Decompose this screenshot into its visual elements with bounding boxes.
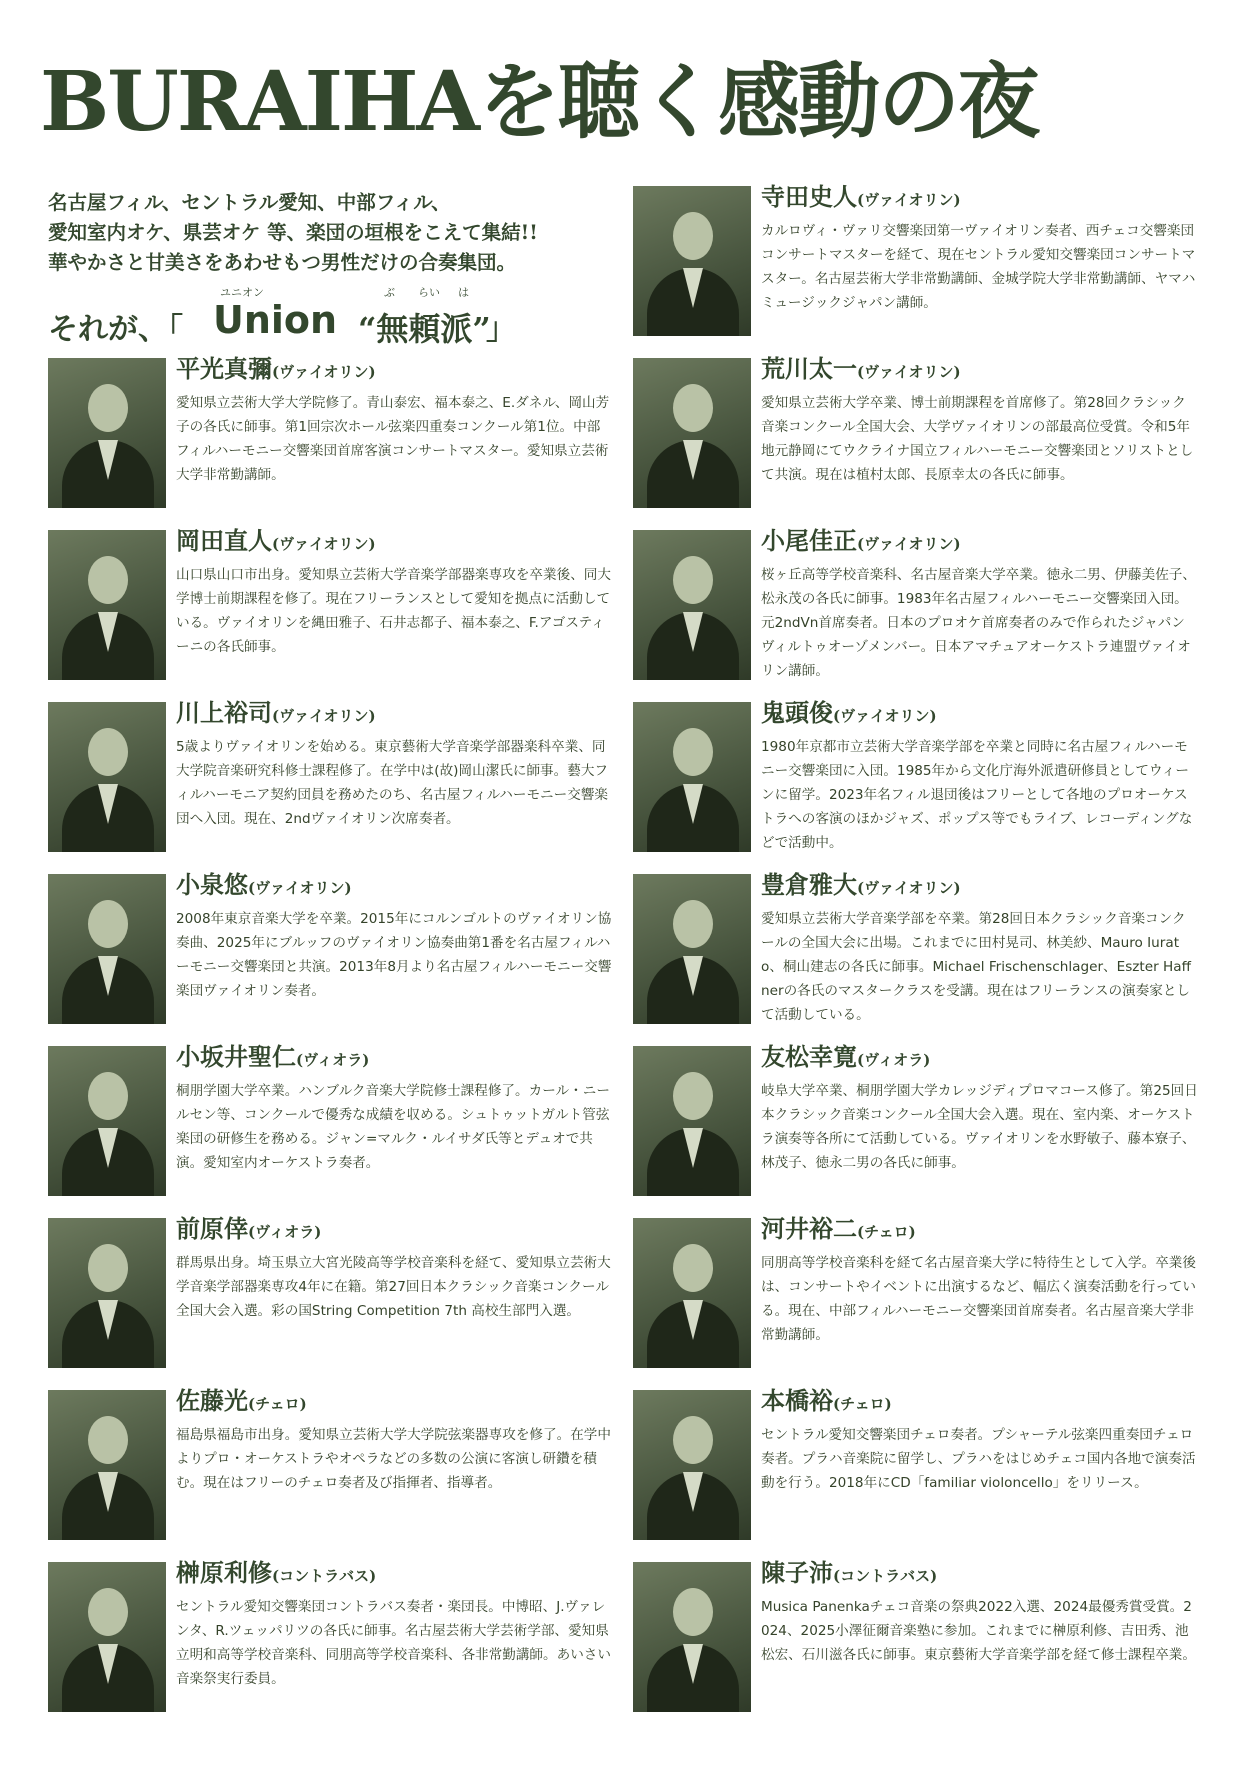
member-card [48, 526, 613, 695]
member-role: (ヴィオラ) [857, 1051, 931, 1069]
member-role: (コントラバス) [833, 1567, 938, 1585]
member-bio: 群馬県出身。埼玉県立大宮光陵高等学校音楽科を経て、愛知県立芸術大学音楽学部器楽専攻4年に在籍。第27回日本クラシック音楽コンクール全国大会入選。彩の国String Competition 7th 高校生部門入選。 [176, 1255, 611, 1319]
member-card [633, 182, 1198, 351]
member-card [633, 870, 1198, 1039]
member-name: 寺田史人 [761, 182, 857, 211]
member-bio: セントラル愛知交響楽団コントラバス奏者・楽団長。中博昭、J.ヴァレンタ、R.ツェッパリツの各氏に師事。名古屋芸術大学芸術学部、愛知県立明和高等学校音楽科、同朋高等学校音楽科、各非常勤講師。あいさい音楽祭実行委員。 [176, 1599, 611, 1687]
member-photo [633, 1390, 751, 1540]
member-role: (ヴァイオリン) [857, 535, 961, 553]
member-role: (ヴァイオリン) [272, 535, 376, 553]
ruby-ha: は [458, 286, 469, 299]
member-photo [633, 530, 751, 680]
member-card [48, 1042, 613, 1211]
member-name: 陳子沛 [761, 1558, 833, 1587]
member-role: (ヴァイオリン) [833, 707, 937, 725]
member-role: (ヴァイオリン) [857, 191, 961, 209]
ruby-bu: ぶ [384, 286, 395, 299]
page-title: BURAIHAを聴く感動の夜 [40, 54, 1039, 150]
member-bio: 福島県福島市出身。愛知県立芸術大学大学院弦楽器専攻を修了。在学中よりプロ・オーケストラやオペラなどの多数の公演に客演し研鑽を積む。現在はフリーのチェロ奏者及び指揮者、指導者。 [176, 1427, 611, 1491]
member-name: 岡田直人 [176, 526, 272, 555]
member-role: (コントラバス) [272, 1567, 377, 1585]
union-kanji: “無頼派” [358, 310, 491, 348]
member-card [633, 354, 1198, 523]
member-role: (チェロ) [833, 1395, 892, 1413]
member-role: (チェロ) [857, 1223, 916, 1241]
member-name: 本橋裕 [761, 1386, 833, 1415]
member-name: 豊倉雅大 [761, 870, 857, 899]
member-bio: 岐阜大学卒業、桐朋学園大学カレッジディプロマコース修了。第25回日本クラシック音楽コンクール全国大会入選。現在、室内楽、オーケストラ演奏等各所にて活動している。ヴァイオリンを水野敏子、藤本寮子、林茂子、徳永二男の各氏に師事。 [761, 1083, 1198, 1171]
member-bio: 愛知県立芸術大学大学院修了。青山泰宏、福本泰之、E.ダネル、岡山芳子の各氏に師事。第1回宗次ホール弦楽四重奏コンクール第1位。中部フィルハーモニー交響楽団首席客演コンサートマスター。愛知県立芸術大学非常勤講師。 [176, 395, 610, 483]
member-photo [633, 1562, 751, 1712]
member-bio: 1980年京都市立芸術大学音楽学部を卒業と同時に名古屋フィルハーモニー交響楽団に入団。1985年から文化庁海外派遣研修員としてウィーンに留学。2023年名フィル退団後はフリーとして各地のプロオーケストラへの客演のほかジャズ、ポップス等でもライブ、レコーディングなどで活動中。 [761, 739, 1193, 851]
intro-line: 華やかさと甘美さをあわせもつ男性だけの合奏集団。 [48, 251, 517, 274]
member-name: 小泉悠 [176, 870, 248, 899]
member-bio: カルロヴィ・ヴァリ交響楽団第一ヴァイオリン奏者、西チェコ交響楽団コンサートマスターを経て、現在セントラル愛知交響楽団コンサートマスター。名古屋芸術大学非常勤講師、金城学院大学非常勤講師、ヤマハミュージックジャパン講師。 [761, 223, 1196, 311]
member-name: 榊原利修 [176, 1558, 272, 1587]
member-photo [48, 1390, 166, 1540]
member-role: (ヴァイオリン) [272, 707, 376, 725]
member-bio: 同朋高等学校音楽科を経て名古屋音楽大学に特待生として入学。卒業後は、コンサートやイベントに出演するなど、幅広く演奏活動を行っている。現在、中部フィルハーモニー交響楽団首席奏者。名古屋音楽大学非常勤講師。 [761, 1255, 1196, 1343]
member-photo [48, 874, 166, 1024]
member-name: 友松幸寛 [761, 1042, 857, 1071]
ruby-rai: らい [418, 286, 440, 299]
member-name: 荒川太一 [761, 354, 857, 383]
member-role: (ヴァイオリン) [857, 363, 961, 381]
member-card [48, 354, 613, 523]
union-lead: それが、「 [48, 312, 183, 347]
member-photo [633, 358, 751, 508]
member-photo [633, 1046, 751, 1196]
member-name: 平光真彌 [176, 354, 272, 383]
member-bio: 山口県山口市出身。愛知県立芸術大学音楽学部器楽専攻を卒業後、同大学博士前期課程を修了。現在フリーランスとして愛知を拠点に活動している。ヴァイオリンを縄田雅子、石井志都子、福本泰之、F.アゴスティーニの各氏師事。 [176, 567, 611, 655]
member-role: (ヴァイオリン) [248, 879, 352, 897]
member-role: (ヴァイオリン) [857, 879, 961, 897]
member-photo [48, 358, 166, 508]
member-card [633, 1386, 1198, 1555]
member-card [48, 1558, 613, 1727]
intro-block [48, 188, 608, 278]
member-name: 小坂井聖仁 [176, 1042, 296, 1071]
member-role: (ヴァイオリン) [272, 363, 376, 381]
member-bio: 2008年東京音楽大学を卒業。2015年にコルンゴルトのヴァイオリン協奏曲、2025年にブルッフのヴァイオリン協奏曲第1番を名古屋フィルハーモニー交響楽団と共演。2013年8月より名古屋フィルハーモニー交響楽団ヴァイオリン奏者。 [176, 911, 612, 999]
union-close: 」 [486, 312, 516, 347]
intro-line: 愛知室内オケ、県芸オケ 等、楽団の垣根をこえて集結!! [48, 221, 538, 244]
member-bio: 5歳よりヴァイオリンを始める。東京藝術大学音楽学部器楽科卒業、同大学院音楽研究科修士課程修了。在学中は(故)岡山潔氏に師事。藝大フィルハーモニア契約団員を務めたのち、名古屋フィルハーモニー交響楽団へ入団。現在、2ndヴァイオリン次席奏者。 [176, 739, 609, 827]
member-photo [633, 874, 751, 1024]
member-photo [633, 702, 751, 852]
union-tagline [48, 286, 608, 350]
member-role: (チェロ) [248, 1395, 307, 1413]
member-card [633, 1042, 1198, 1211]
member-card [633, 1214, 1198, 1383]
member-photo [633, 186, 751, 336]
member-name: 前原倖 [176, 1214, 248, 1243]
member-bio: 愛知県立芸術大学卒業、博士前期課程を首席修了。第28回クラシック音楽コンクール全国大会、大学ヴァイオリンの部最高位受賞。令和5年地元静岡にてウクライナ国立フィルハーモニー交響楽団とソリストとして共演。現在は植村太郎、長原幸太の各氏に師事。 [761, 395, 1194, 483]
union-word: Union [213, 298, 338, 342]
member-name: 小尾佳正 [761, 526, 857, 555]
member-photo [48, 1046, 166, 1196]
member-card [48, 1386, 613, 1555]
member-photo [48, 702, 166, 852]
member-card [48, 870, 613, 1039]
member-card [633, 526, 1198, 695]
member-bio: 愛知県立芸術大学音楽学部を卒業。第28回日本クラシック音楽コンクールの全国大会に出場。これまでに田村晃司、林美紗、Mauro Iurato、桐山建志の各氏に師事。Michael Frischenschlager、Eszter Haffnerの各氏のマスタークラスを受講。現在はフリーランスの演奏家として活動している。 [761, 911, 1191, 1023]
member-name: 川上裕司 [176, 698, 272, 727]
member-role: (ヴィオラ) [296, 1051, 370, 1069]
member-bio: 桐朋学園大学卒業。ハンブルク音楽大学院修士課程修了。カール・ニールセン等、コンクールで優秀な成績を収める。シュトゥットガルト管弦楽団の研修生を務める。ジャン=マルク・ルイサダ氏等とデュオで共演。愛知室内オーケストラ奏者。 [176, 1083, 610, 1171]
member-photo [48, 1218, 166, 1368]
member-name: 鬼頭俊 [761, 698, 833, 727]
member-role: (ヴィオラ) [248, 1223, 322, 1241]
intro-line: 名古屋フィル、セントラル愛知、中部フィル、 [48, 191, 451, 214]
member-bio: 桜ヶ丘高等学校音楽科、名古屋音楽大学卒業。徳永二男、伊藤美佐子、松永茂の各氏に師事。1983年名古屋フィルハーモニー交響楽団入団。元2ndVn首席奏者。日本のプロオケ首席奏者のみで作られたジャパンヴィルトゥオーゾメンバー。日本アマチュアオーケストラ連盟ヴァイオリン講師。 [761, 567, 1196, 679]
member-photo [48, 1562, 166, 1712]
member-name: 河井裕二 [761, 1214, 857, 1243]
member-card [48, 698, 613, 867]
member-card [633, 1558, 1198, 1727]
member-photo [633, 1218, 751, 1368]
member-bio: Musica Panenkaチェコ音楽の祭典2022入選、2024最優秀賞受賞。2024、2025小澤征爾音楽塾に参加。これまでに榊原利修、吉田秀、池松宏、石川滋各氏に師事。東京藝術大学音楽学部を経て修士課程卒業。 [761, 1599, 1196, 1663]
member-name: 佐藤光 [176, 1386, 248, 1415]
member-card [633, 698, 1198, 867]
ruby-union: ユニオン [220, 286, 264, 299]
member-bio: セントラル愛知交響楽団チェロ奏者。プシャーテル弦楽四重奏団チェロ奏者。プラハ音楽院に留学し、プラハをはじめチェコ国内各地で演奏活動を行う。2018年にCD「familiar violoncello」をリリース。 [761, 1427, 1196, 1491]
member-card [48, 1214, 613, 1383]
member-photo [48, 530, 166, 680]
